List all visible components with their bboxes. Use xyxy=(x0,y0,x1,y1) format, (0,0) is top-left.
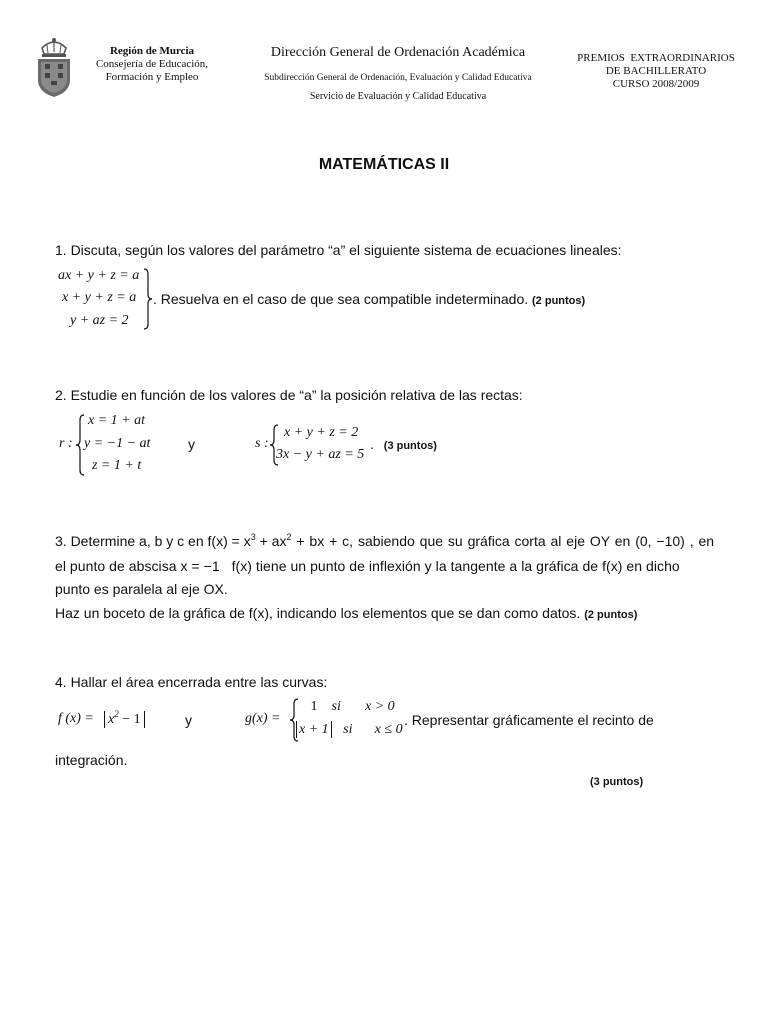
ministry-line-2: Formación y Empleo xyxy=(105,71,199,83)
q3-line-2: el punto de abscisa x = −1 f(x) tiene un punto de inflexión y la tangente a la gráfica de f(x) en dicho xyxy=(55,558,680,574)
q4-f-label: f (x) = xyxy=(58,711,94,726)
q2-connector: y xyxy=(188,436,195,452)
q2-intro: 2. Estudie en función de los valores de “a” la posición relativa de las rectas: xyxy=(55,387,523,403)
page-title: MATEMÁTICAS II xyxy=(318,156,450,173)
q4-g-case-1-value: 1 xyxy=(310,699,318,714)
subdirectorate: Subdirección General de Ordenación, Evaluación y Calidad Educativa xyxy=(264,73,532,83)
q2-s-eq-2: 3x − y + az = 5 xyxy=(276,447,365,462)
q2-s-eq-1: x + y + z = 2 xyxy=(284,425,359,440)
q1-instruction: . Resuelva en el caso de que sea compatible indeterminado. xyxy=(153,291,529,307)
q3-points: (2 puntos) xyxy=(584,609,638,621)
service-name: Servicio de Evaluación y Calidad Educativa xyxy=(309,91,487,102)
q2-s-label: s : xyxy=(255,436,269,451)
q2-r-label: r : xyxy=(59,436,73,451)
q2-r-eq-2: y = −1 − at xyxy=(84,436,151,451)
department-title: Dirección General de Ordenación Académica xyxy=(270,45,526,60)
q4-g-case-2-value: x + 1 xyxy=(296,721,332,738)
q4-f-exponent: 2 xyxy=(114,709,119,719)
q2-period: . xyxy=(370,436,374,452)
q1-intro: 1. Discuta, según los valores del parámetro “a” el siguiente sistema de ecuaciones lineales: xyxy=(55,242,622,258)
q4-g-case-2-si: si xyxy=(343,722,353,737)
q1-equation-3: y + az = 2 xyxy=(70,313,129,328)
region-name: Región de Murcia xyxy=(109,45,195,57)
award-line-1: PREMIOS EXTRAORDINARIOS xyxy=(577,52,735,64)
q2-r-eq-3: z = 1 + t xyxy=(92,458,142,473)
q4-line-2: integración. xyxy=(55,752,128,768)
q3-text-c: + bx + c, sabiendo que su gráfica corta al eje OY en (0, −10) , en xyxy=(291,533,715,549)
q3-exponent-2: 2 xyxy=(286,532,292,542)
q4-g-case-1-cond: x > 0 xyxy=(365,699,395,714)
q4-connector: y xyxy=(185,712,192,728)
q1-equation-1: ax + y + z = a xyxy=(58,268,140,283)
q3-line-1 xyxy=(55,533,714,549)
q4-g-case-1-si: si xyxy=(331,699,341,714)
q2-points: (3 puntos) xyxy=(383,440,437,452)
q3-line-4: Haz un boceto de la gráfica de f(x), indicando los elementos que se dan como datos. xyxy=(55,605,581,621)
q4-points: (3 puntos) xyxy=(590,776,644,788)
q4-g-case-2-cond: x ≤ 0 xyxy=(374,722,403,737)
q4-f-rest: − 1 xyxy=(118,712,141,727)
q3-line-3: punto es paralela al eje OX. xyxy=(55,581,228,597)
q3-exponent-3: 3 xyxy=(250,532,256,542)
q3-text-b: + ax xyxy=(255,533,287,549)
award-line-2: DE BACHILLERATO xyxy=(605,65,707,77)
q4-f-expression xyxy=(104,711,145,728)
q2-r-eq-1: x = 1 + at xyxy=(88,413,145,428)
ministry-line-1: Consejería de Educación, xyxy=(95,58,209,70)
q1-points: (2 puntos) xyxy=(532,295,586,307)
q4-instruction: . Representar gráficamente el recinto de xyxy=(404,712,654,728)
q3-text-a: 3. Determine a, b y c en f(x) = x xyxy=(55,533,251,549)
q4-intro: 4. Hallar el área encerrada entre las curvas: xyxy=(55,674,328,690)
q4-f-variable: x xyxy=(108,712,115,727)
q1-equation-2: x + y + z = a xyxy=(62,290,137,305)
coat-of-arms-logo xyxy=(34,36,74,98)
award-line-3: CURSO 2008/2009 xyxy=(612,78,700,90)
q4-g-label: g(x) = xyxy=(245,711,281,726)
